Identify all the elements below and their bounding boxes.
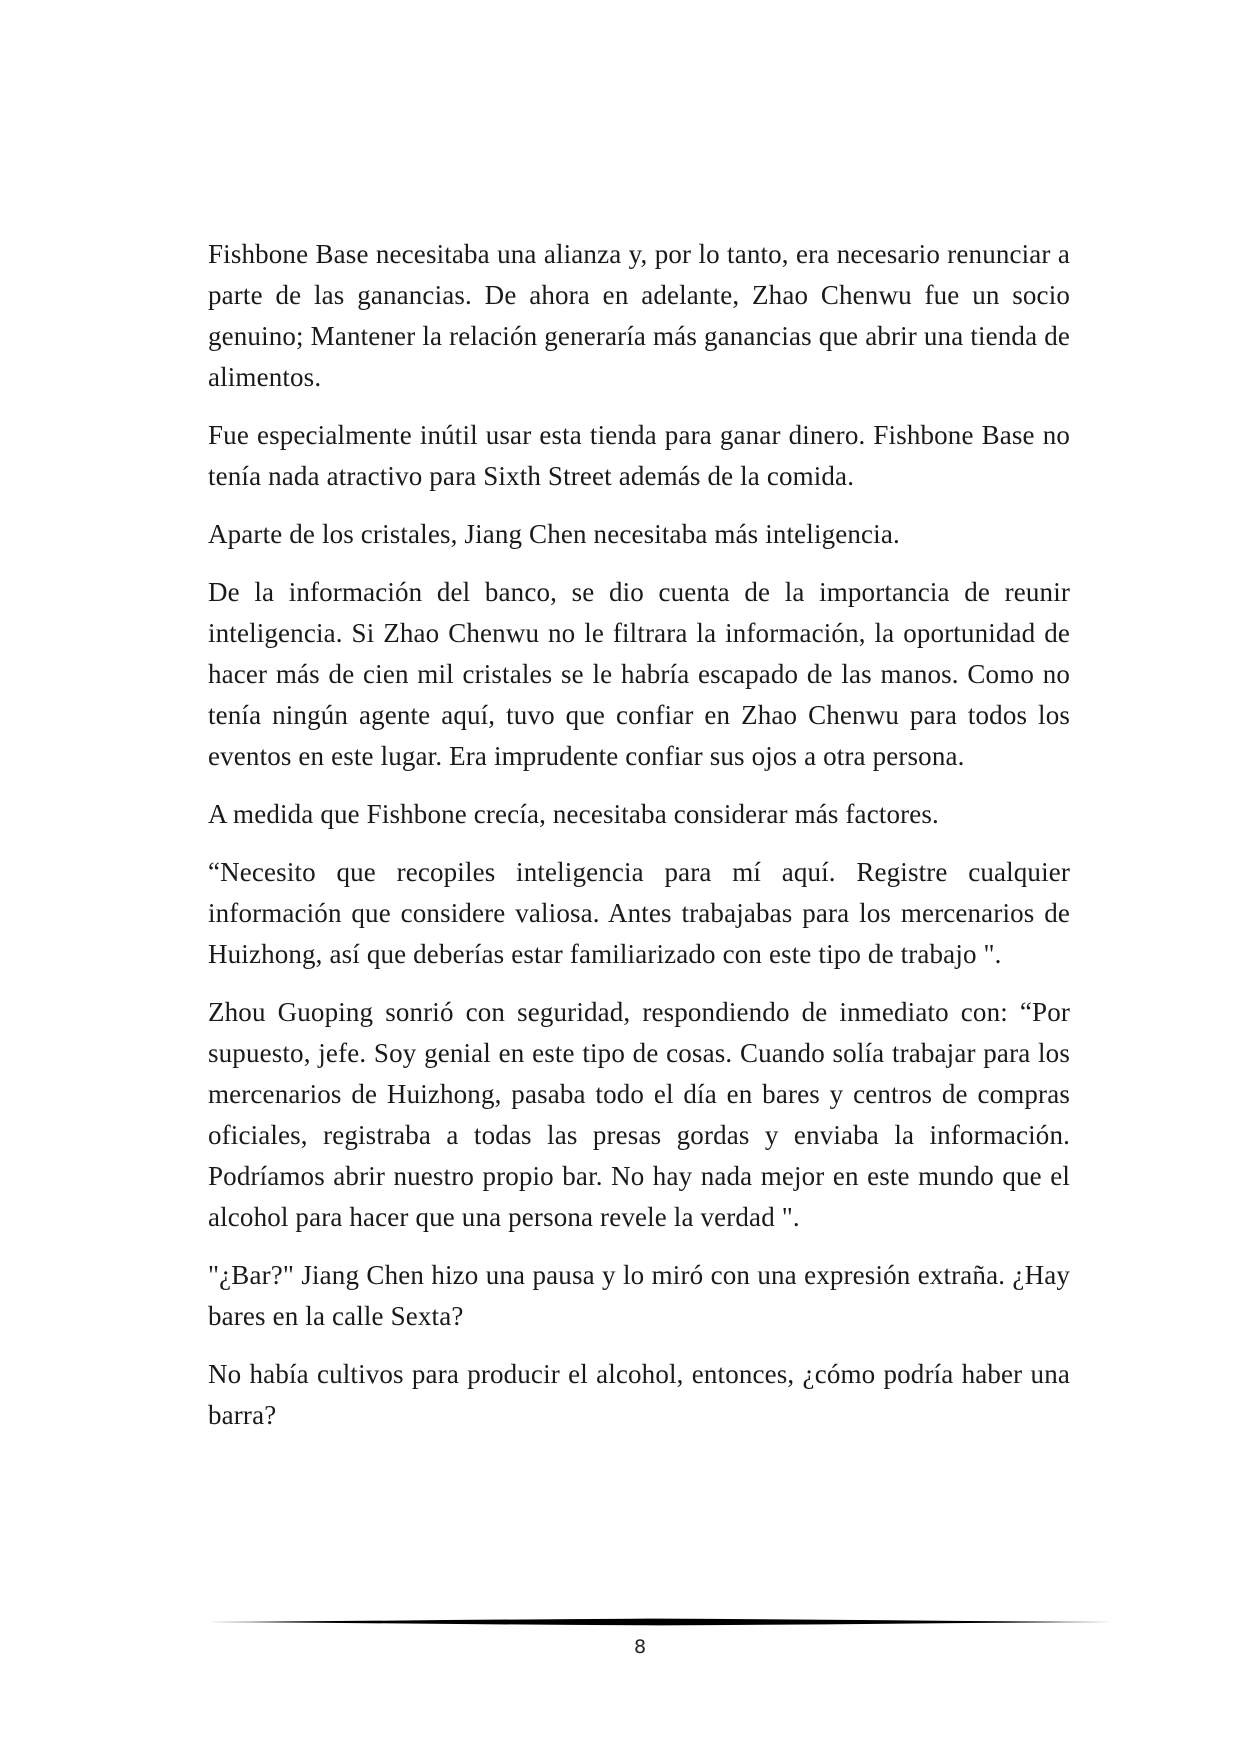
paragraph-1: Fishbone Base necesitaba una alianza y, por lo tanto, era necesario renunciar a parte de las ganancias. De ahora en adelante, Zhao Chenwu fue un socio genuino; Mantener la relación generaría más ganancias que abrir una tienda de alimentos.: [208, 239, 1070, 392]
paragraph-5: A medida que Fishbone crecía, necesitaba considerar más factores.: [208, 799, 939, 829]
paragraph-6: “Necesito que recopiles inteligencia para mí aquí. Registre cualquier información que considere valiosa. Antes trabajabas para los mercenarios de Huizhong, así que deberías estar familiarizado con este tipo de trabajo ".: [208, 857, 1070, 969]
paragraph-8: "¿Bar?" Jiang Chen hizo una pausa y lo miró con una expresión extraña. ¿Hay bares en la calle Sexta?: [208, 1260, 1070, 1331]
footer-divider-swash: [208, 1619, 1112, 1626]
paragraph-4: De la información del banco, se dio cuenta de la importancia de reunir inteligencia. Si Zhao Chenwu no le filtrara la información, la oportunidad de hacer más de cien mil cristales se le habría escapado de las manos. Como no tenía ningún agente aquí, tuvo que confiar en Zhao Chenwu para todos los eventos en este lugar. Era imprudente confiar sus ojos a otra persona.: [208, 577, 1070, 771]
body-text: [208, 234, 1070, 1453]
page-number: 8: [633, 1636, 647, 1658]
footer-divider: [208, 1616, 1112, 1628]
paragraph-7: Zhou Guoping sonrió con seguridad, respondiendo de inmediato con: “Por supuesto, jefe. Soy genial en este tipo de cosas. Cuando solía trabajar para los mercenarios de Huizhong, pasaba todo el día en bares y centros de compras oficiales, registraba a todas las presas gordas y enviaba la información. Podríamos abrir nuestro propio bar. No hay nada mejor en este mundo que el alcohol para hacer que una persona revele la verdad ".: [208, 997, 1070, 1232]
paragraph-9: No había cultivos para producir el alcohol, entonces, ¿cómo podría haber una barra?: [208, 1359, 1070, 1430]
paragraph-2: Fue especialmente inútil usar esta tienda para ganar dinero. Fishbone Base no tenía nada atractivo para Sixth Street además de la comida.: [208, 420, 1070, 491]
paragraph-3: Aparte de los cristales, Jiang Chen necesitaba más inteligencia.: [208, 519, 900, 549]
